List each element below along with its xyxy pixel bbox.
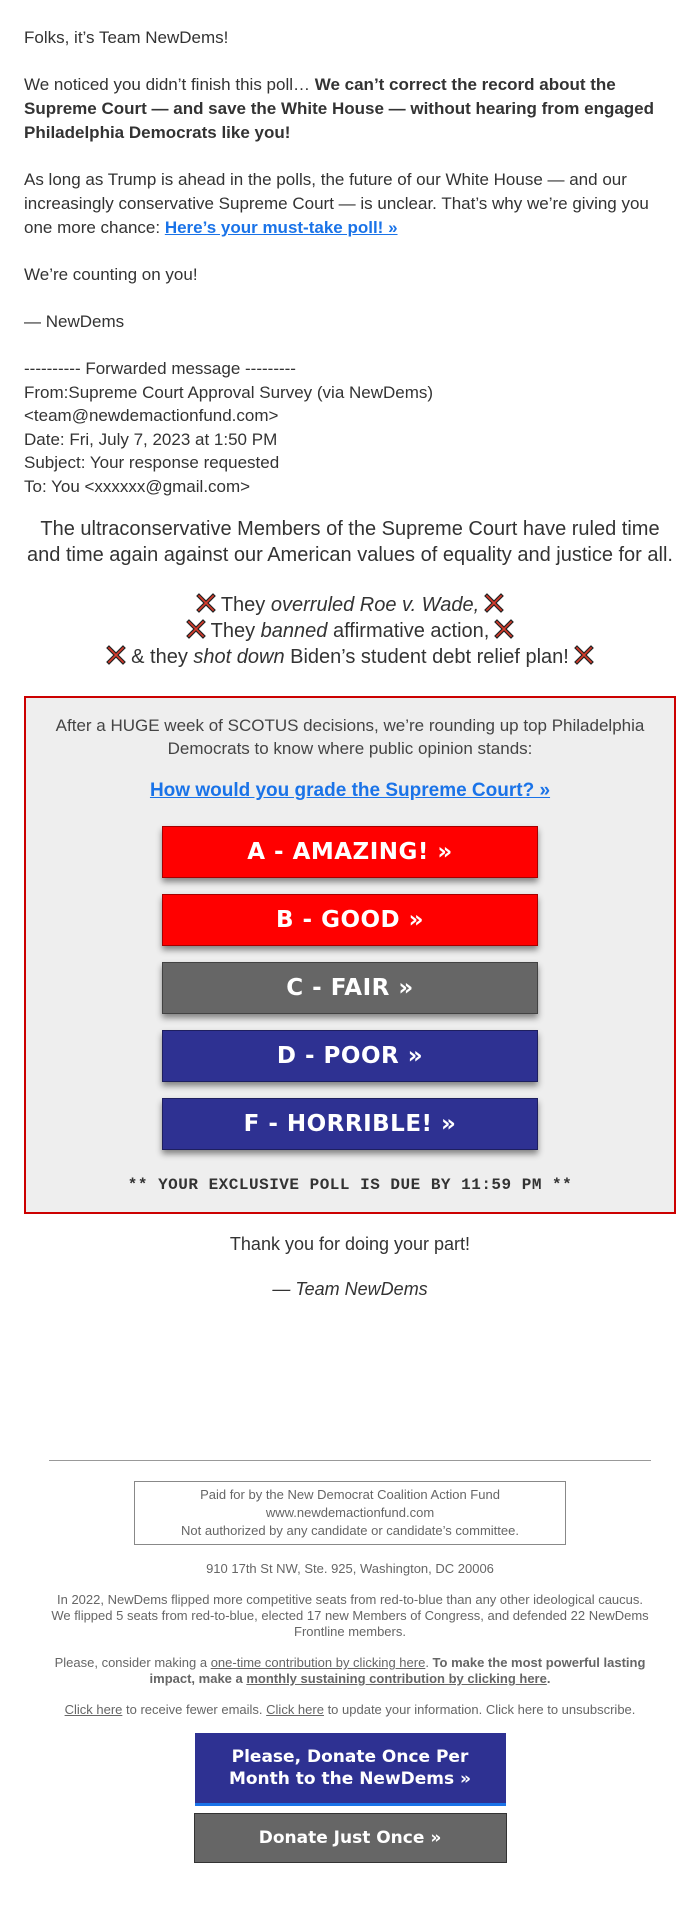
grade-a-button[interactable]: A - AMAZING! » — [162, 826, 538, 878]
lead-text: The ultraconservative Members of the Supreme Court have ruled time and time again against our American values of equality and justice for all. — [27, 518, 673, 566]
grade-d-button[interactable]: D - POOR » — [162, 1030, 538, 1082]
forward-from: From:Supreme Court Approval Survey (via NewDems) — [24, 382, 434, 402]
greeting: Folks, it’s Team NewDems! — [24, 28, 229, 47]
ruling-line-3 — [24, 644, 676, 670]
paid-line-1: Paid for by the New Democrat Coalition Action Fund — [200, 1487, 500, 1502]
cross-mark-icon — [573, 644, 595, 666]
grade-c-button[interactable]: C - FAIR » — [162, 962, 538, 1014]
donate-monthly-button[interactable] — [195, 1733, 506, 1803]
trump-paragraph — [24, 168, 676, 240]
poll-due-text: ** YOUR EXCLUSIVE POLL IS DUE BY 11:59 PM ** — [127, 1176, 573, 1194]
grade-f-button[interactable]: F - HORRIBLE! » — [162, 1098, 538, 1150]
signature-text: — Team NewDems — [272, 1279, 428, 1299]
address-text: 910 17th St NW, Ste. 925, Washington, DC 20006 — [206, 1561, 494, 1576]
line2-em: banned — [260, 620, 328, 642]
monthly-contribution-link[interactable]: monthly sustaining contribution by clicking here — [246, 1671, 547, 1686]
grade-b-button[interactable]: B - GOOD » — [162, 894, 538, 946]
one-time-contribution-link[interactable]: one-time contribution by clicking here — [210, 1655, 426, 1670]
forward-from-email: <team@newdemactionfund.com> — [24, 406, 279, 425]
line1-em: overruled Roe v. Wade, — [270, 594, 480, 616]
must-take-poll-link[interactable]: Here’s your must-take poll! » — [164, 218, 398, 237]
about-text: In 2022, NewDems flipped more competitive seats from red-to-blue than any other ideological caucus. We flipped 5 seats from red-to-blue, elected 17 new Members of Congress, and defended 22 NewDems Frontline members. — [51, 1592, 649, 1639]
cross-mark-icon — [105, 644, 127, 666]
footer — [49, 1460, 651, 1863]
forwarded-header — [24, 357, 676, 498]
forward-date: Date: Fri, July 7, 2023 at 1:50 PM — [24, 429, 278, 449]
paid-line-2: www.newdemactionfund.com — [265, 1505, 435, 1520]
forward-subject: Subject: Your response requested — [24, 453, 280, 472]
donate-monthly-label: Please, Donate Once Per Month to the NewDems » — [228, 1747, 472, 1789]
counting-text: We’re counting on you! — [24, 265, 198, 284]
fewer-text: to receive fewer emails. — [122, 1702, 267, 1717]
signoff-text: — NewDems — [24, 312, 125, 331]
fewer-emails-link[interactable]: Click here — [64, 1702, 123, 1717]
poll-intro: After a HUGE week of SCOTUS decisions, we’re rounding up top Philadelphia Democrats to know where public opinion stands: — [55, 716, 645, 758]
poll-box — [24, 696, 676, 1214]
line1-a: They — [220, 594, 271, 616]
contribution-text: Please, consider making a one-time contribution by clicking here. To make the most powerful lasting impact, make a monthly sustaining contribution by clicking here. — [54, 1655, 646, 1686]
noticed-paragraph — [24, 73, 676, 145]
line3-em: shot down — [193, 646, 285, 668]
forward-divider: ---------- Forwarded message --------- — [24, 359, 296, 378]
ruling-line-1 — [24, 592, 676, 618]
cross-mark-icon — [493, 618, 515, 640]
cross-mark-icon — [195, 592, 217, 614]
paid-for-box — [134, 1481, 566, 1545]
paid-line-3: Not authorized by any candidate or candidate’s committee. — [181, 1523, 519, 1538]
consider-text: Please, consider making a — [54, 1655, 211, 1670]
impact-text: To make the most powerful lasting impact, make a — [149, 1655, 646, 1686]
trump-text: As long as Trump is ahead in the polls, the future of our White House — and our increasingly conservative Supreme Court — is unclear. That’s why we’re giving you one more chance: — [24, 170, 649, 237]
line3-b: Biden’s student debt relief plan! — [284, 646, 569, 668]
line2-a: They — [210, 620, 261, 642]
noticed-plain: We noticed you didn’t finish this poll… — [24, 75, 315, 94]
grade-question-link[interactable]: How would you grade the Supreme Court? » — [149, 780, 551, 801]
forward-to: To: You <xxxxxx@gmail.com> — [24, 476, 251, 496]
email-prefs-text — [49, 1702, 651, 1718]
update-info-link[interactable]: Click here — [266, 1702, 324, 1717]
line2-b: affirmative action, — [327, 620, 490, 642]
line3-a: & they — [131, 646, 194, 668]
donate-once-button[interactable]: Donate Just Once » — [194, 1813, 507, 1863]
cross-mark-icon — [483, 592, 505, 614]
cross-mark-icon — [185, 618, 207, 640]
thanks-text: Thank you for doing your part! — [229, 1234, 471, 1254]
noticed-bold: We can’t correct the record about the Supreme Court — and save the White House — without hearing from engaged Philadelphia Democrats like you! — [24, 75, 655, 142]
update-text: to update your information. Click here to unsubscribe. — [323, 1702, 636, 1717]
ruling-line-2 — [24, 618, 676, 644]
